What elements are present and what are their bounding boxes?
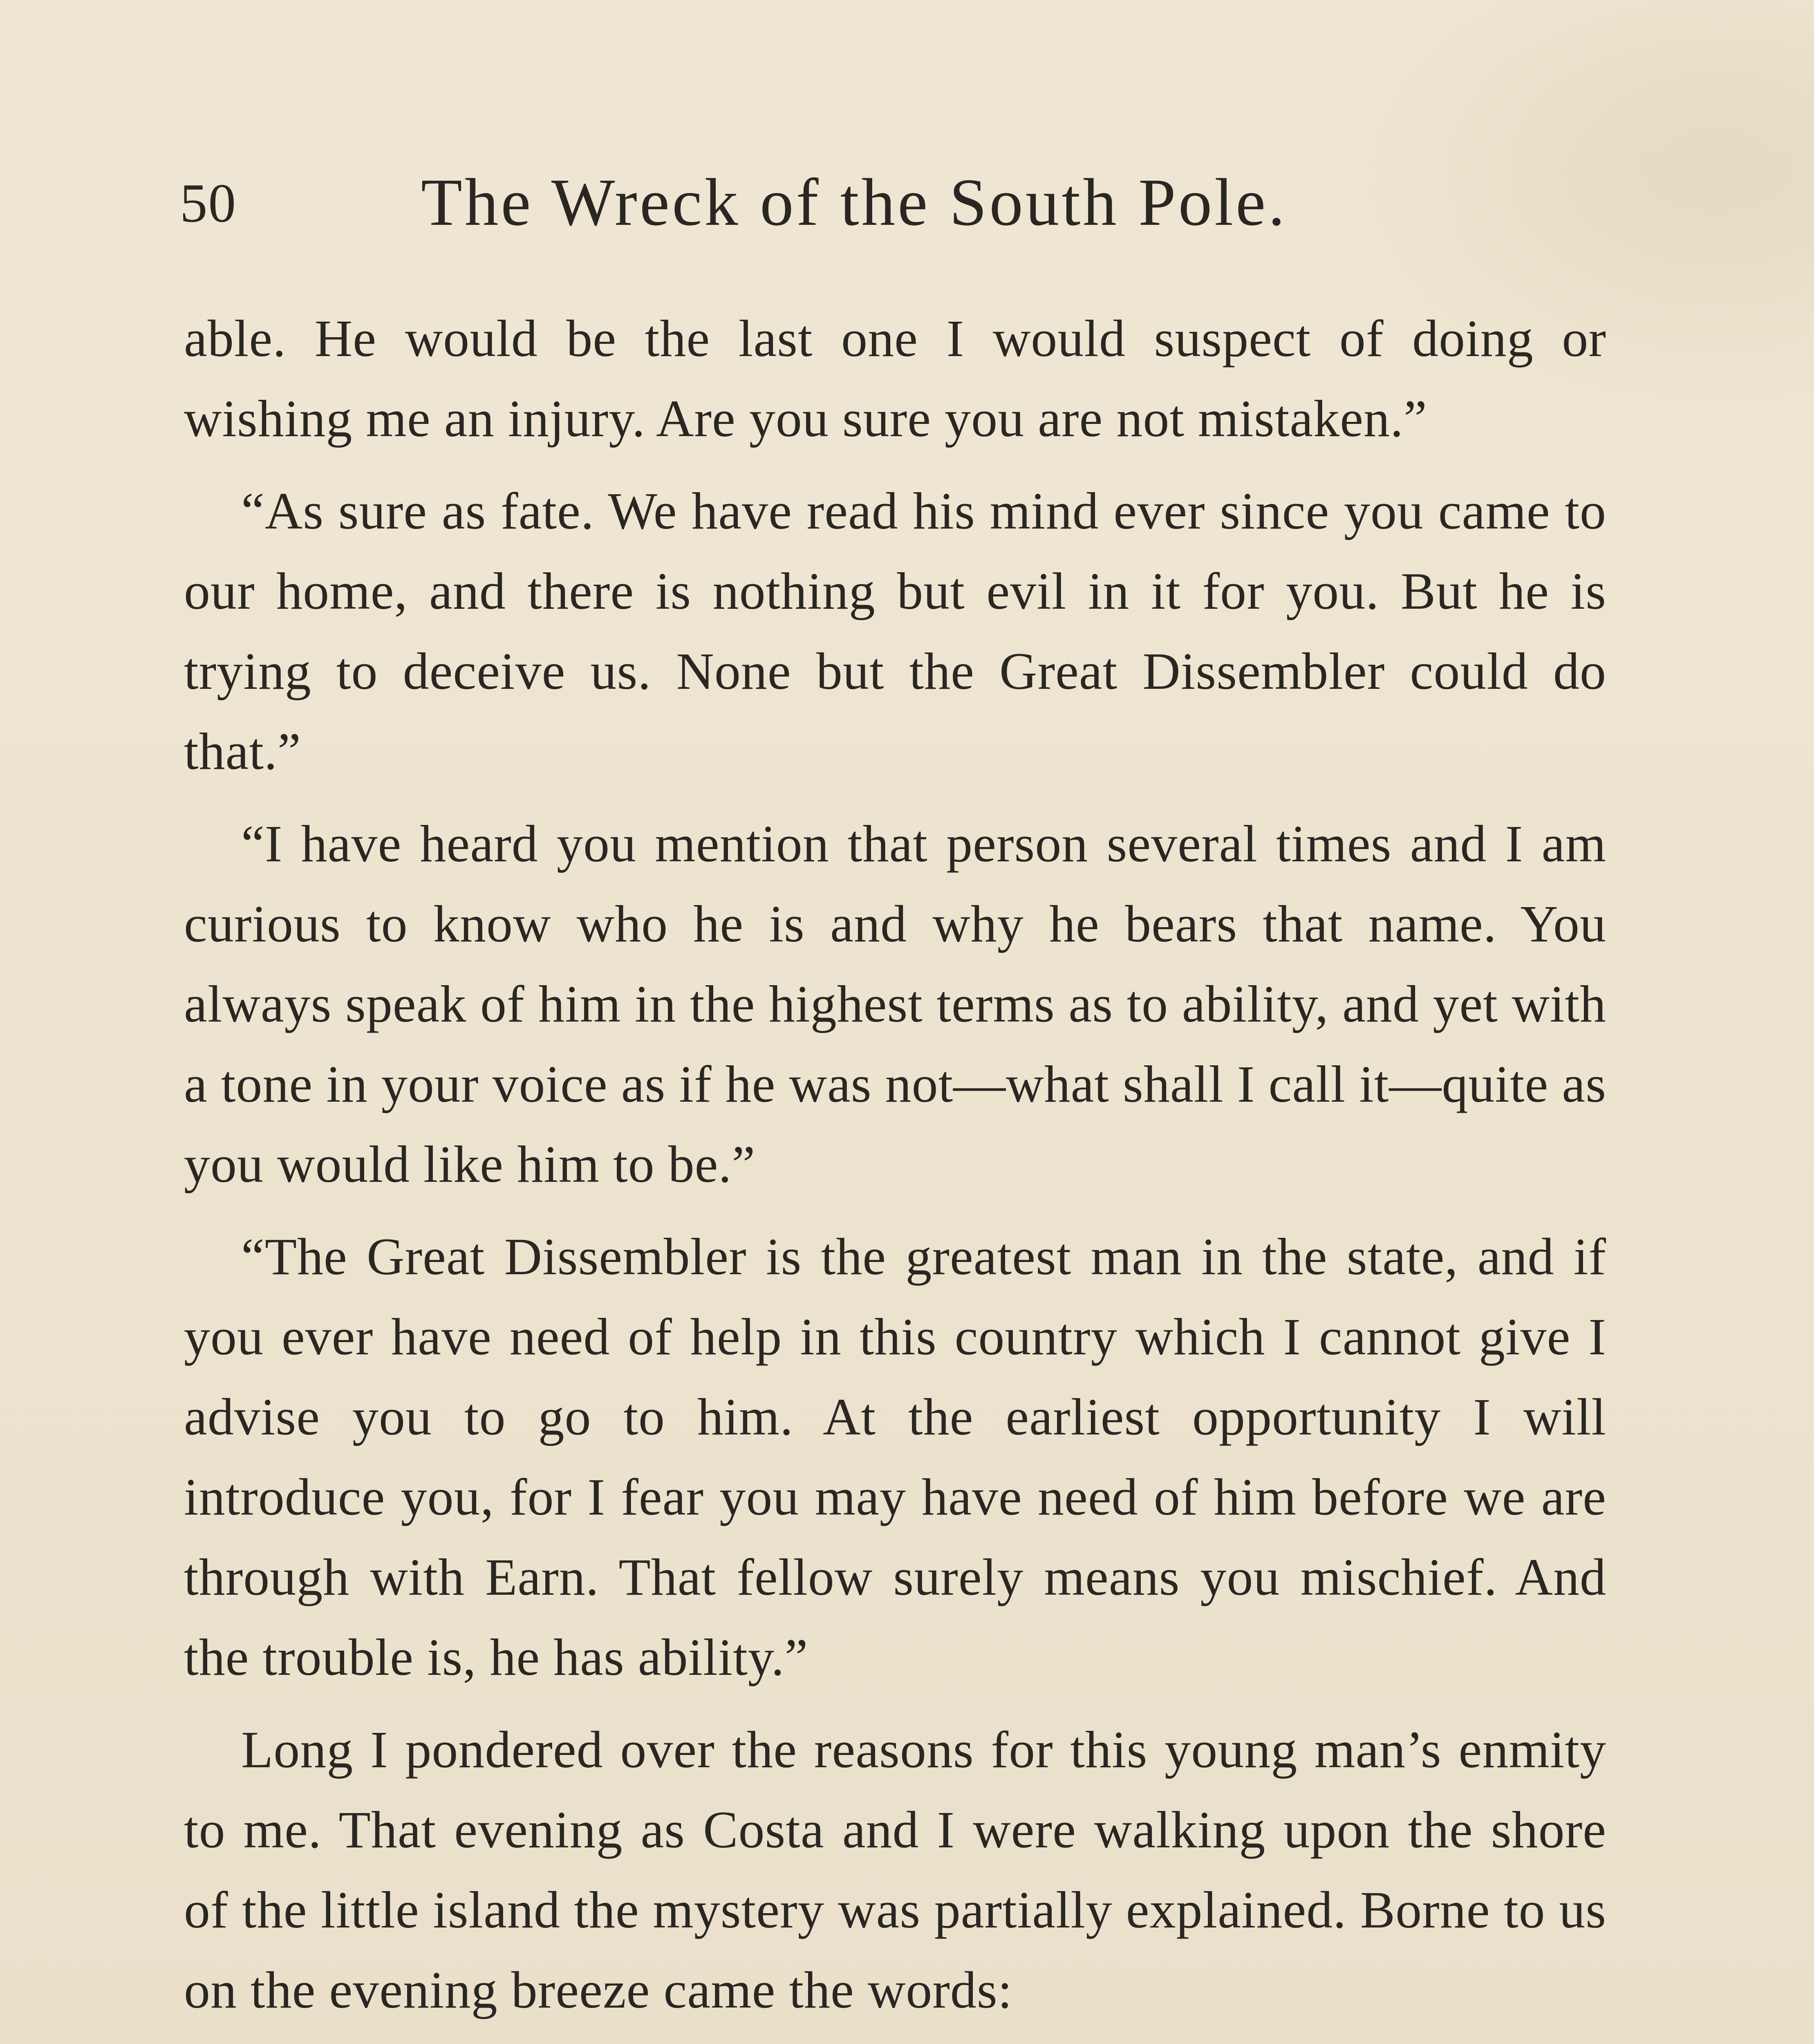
page-number: 50: [180, 173, 237, 234]
paragraph-5: Long I pondered over the reasons for this young man’s enmity to me. That evening as Costa and I were walking upon the shore of the little island the mystery was partially explained. Borne to us on the evening breeze came the words:: [184, 1721, 1606, 2019]
paragraph-1: able. He would be the last one I would suspect of doing or wishing me an injury. Are you sure you are not mistaken.”: [184, 309, 1606, 448]
paragraph-4: “The Great Dissembler is the greatest man in the state, and if you ever have need of help in this country which I cannot give I advise you to go to him. At the earliest opportunity I will introduce you, for I fear you may have need of him before we are through with Earn. That fellow surely means you mischief. And the trouble is, he has ability.”: [184, 1228, 1606, 1686]
paragraph-3: “I have heard you mention that person several times and I am curious to know who he is and why he bears that name. You always speak of him in the highest terms as to ability, and yet with a tone in your voice as if he was not—what shall I call it—quite as you would like him to be.”: [184, 815, 1606, 1193]
paragraph-2: “As sure as fate. We have read his mind ever since you came to our home, and there is nothing but evil in it for you. But he is trying to deceive us. None but the Great Dissembler could do that.”: [184, 482, 1606, 780]
paragraph-6: [184, 2042, 1606, 2044]
running-head: [180, 164, 1610, 240]
body-text: [184, 298, 1606, 2044]
page-header-title: The Wreck of the South Pole.: [421, 165, 1288, 240]
